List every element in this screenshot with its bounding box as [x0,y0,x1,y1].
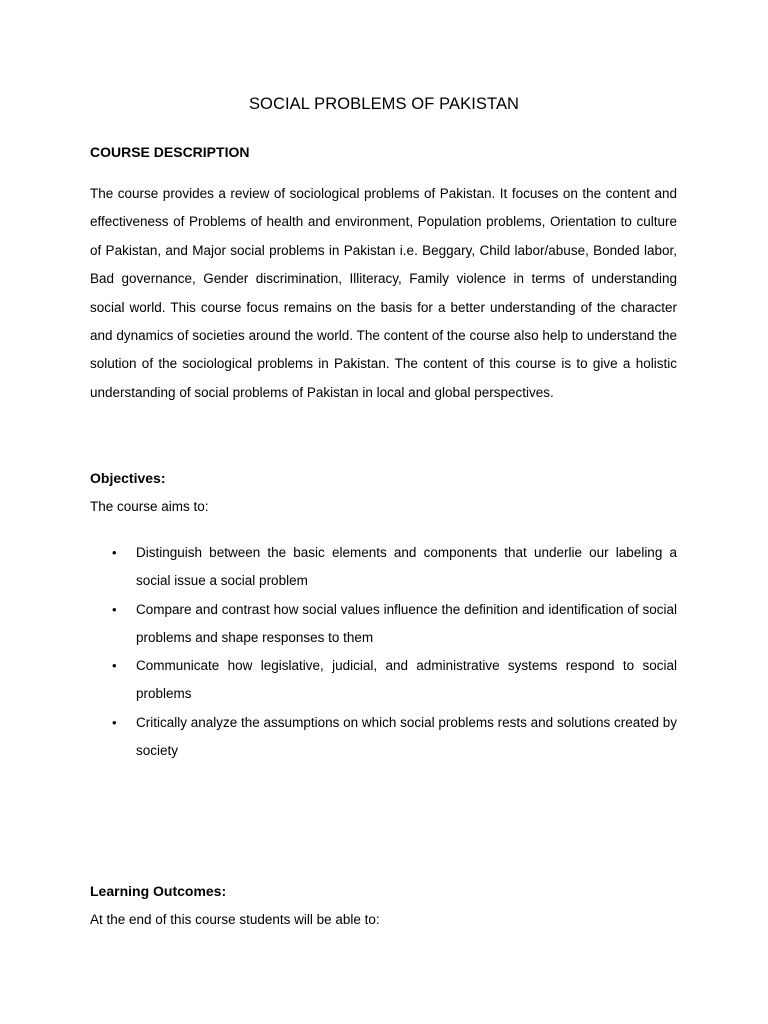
objective-text: Communicate how legislative, judicial, and administrative systems respond to social problems [136,658,677,702]
learning-outcomes-heading: Learning Outcomes: [90,883,227,899]
objective-item [90,652,677,709]
bullet-icon: • [112,601,117,617]
objective-item [90,539,677,596]
objective-text: Compare and contrast how social values influence the definition and identification of social problems and shape responses to them [136,601,677,645]
objective-text: Distinguish between the basic elements and components that underlie our labeling a social issue a social problem [136,545,677,589]
course-description-heading: COURSE DESCRIPTION [90,144,250,160]
objective-item [90,709,677,766]
document-title: SOCIAL PROBLEMS OF PAKISTAN [248,95,520,113]
learning-outcomes-lead: At the end of this course students will be able to: [90,912,380,927]
objectives-list [90,539,677,765]
objective-text: Critically analyze the assumptions on which social problems rests and solutions created by society [136,714,678,759]
course-description-text: The course provides a review of sociological problems of Pakistan. It focuses on the content and effectiveness of Problems of health and environment, Population problems, Orientation to culture of Pakistan, and Major social problems in Pakistan i.e. Beggary, Child labor/abuse, Bonded labor, Bad governance, Gender discrimination, Illiteracy, Family violence in terms of understanding social world. This course focus remains on the basis for a better understanding of the character and dynamics of societies around the world. The content of the course also help to understand the solution of the sociological problems in Pakistan. The content of this course is to give a holistic understanding of social problems of Pakistan in local and global perspectives. [90,186,677,400]
objectives-heading: Objectives: [90,470,166,486]
bullet-icon: • [112,545,117,560]
bullet-icon: • [112,658,117,674]
bullet-icon: • [112,714,117,730]
objectives-lead: The course aims to: [90,499,209,514]
objective-item [90,596,677,653]
